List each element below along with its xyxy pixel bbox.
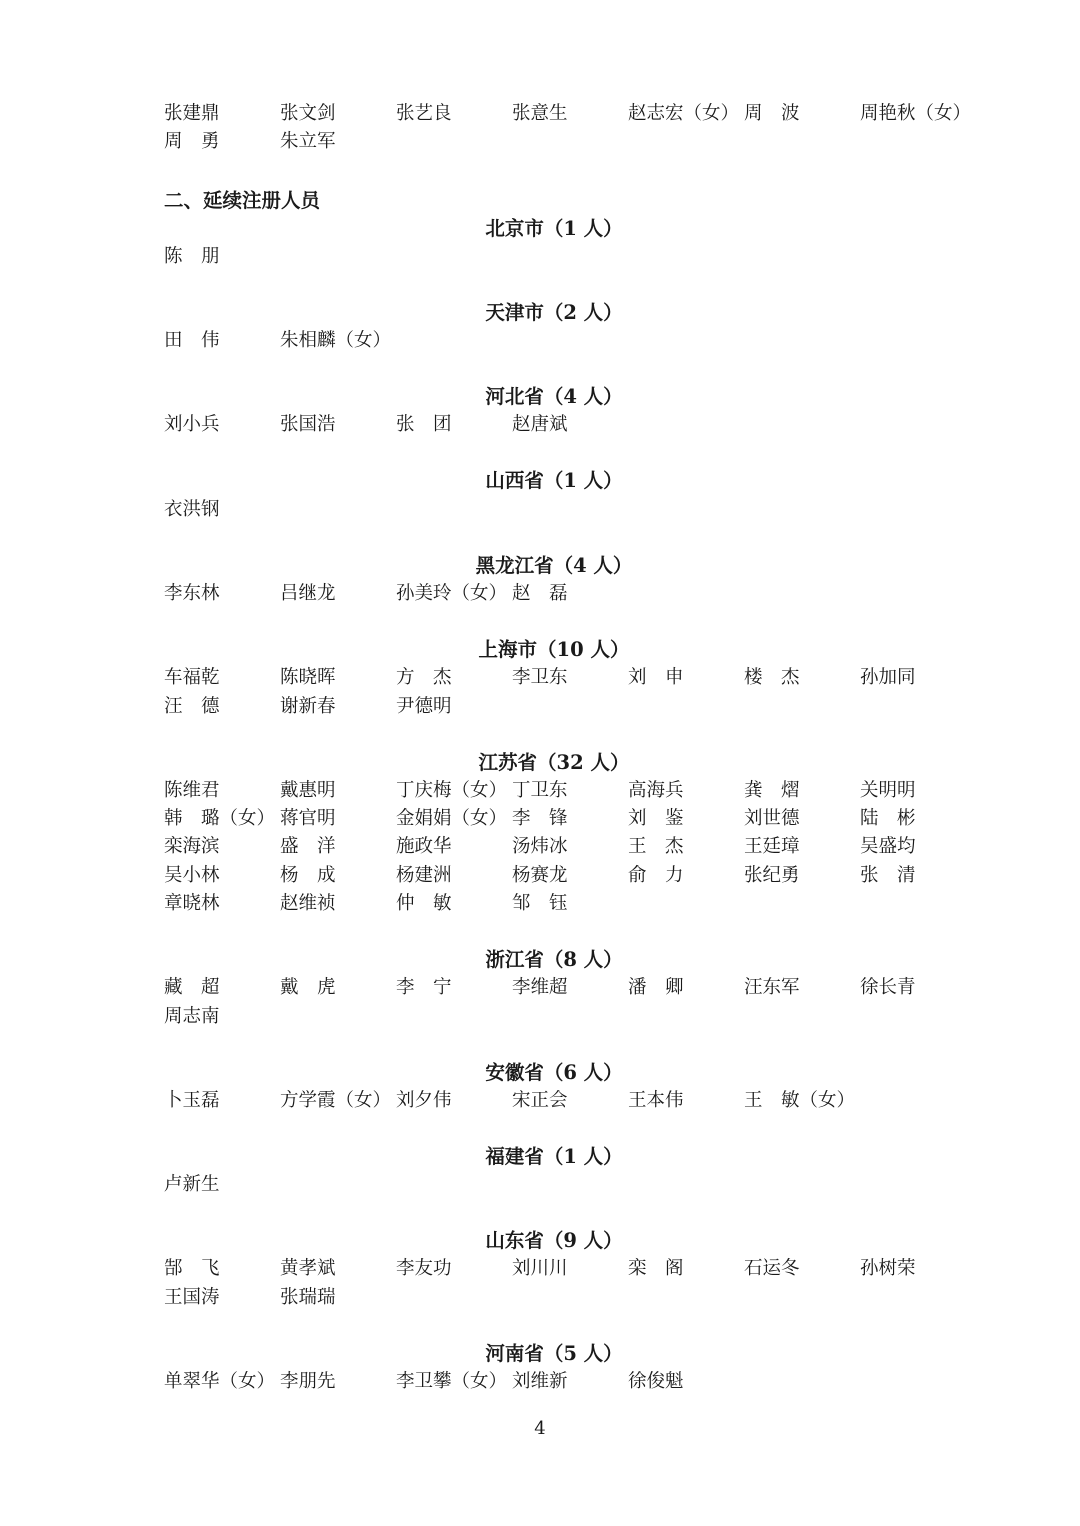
person-name: 陈维君 [164, 779, 220, 801]
name-row [164, 860, 974, 888]
person-name: 汪东军 [744, 977, 800, 999]
person-name: 郜 飞 [164, 1258, 220, 1280]
person-name: 王本伟 [628, 1089, 684, 1111]
person-name: 黄孝斌 [280, 1258, 336, 1280]
person-name: 陈晓晖 [280, 667, 336, 689]
name-row [164, 888, 974, 916]
person-name: 张艺良 [396, 103, 452, 125]
person-name: 王 敏（女） [744, 1089, 856, 1111]
person-name: 韩 璐（女） [164, 808, 276, 830]
person-name: 张 清 [860, 864, 916, 886]
person-name: 仲 敏 [396, 893, 452, 914]
person-name: 汤炜冰 [512, 836, 568, 858]
person-name: 周艳秋（女） [860, 103, 972, 125]
person-name: 方学霞（女） [280, 1089, 392, 1111]
name-row [164, 578, 974, 606]
person-name: 丁卫东 [512, 779, 568, 801]
person-name: 戴惠明 [280, 779, 336, 801]
province-title: 河北省（4 人） [485, 385, 623, 409]
name-row [164, 493, 974, 521]
name-row [164, 1366, 974, 1394]
person-name: 赵唐斌 [512, 414, 568, 436]
name-row [164, 409, 974, 437]
province-title: 山西省（1 人） [485, 469, 623, 493]
person-name: 吴盛均 [860, 836, 916, 858]
person-name: 张建鼎 [164, 103, 220, 125]
person-name: 张意生 [512, 103, 568, 125]
person-name: 周 勇 [164, 131, 220, 153]
person-name: 周 波 [744, 103, 800, 125]
person-name: 张纪勇 [744, 864, 800, 886]
name-row [164, 126, 974, 154]
person-name: 施政华 [396, 836, 452, 858]
person-name: 高海兵 [628, 779, 684, 801]
name-row [164, 803, 974, 831]
province-title: 江苏省（32 人） [478, 750, 630, 774]
person-name: 李维超 [512, 977, 568, 999]
person-name: 楼 杰 [744, 667, 800, 689]
person-name: 刘小兵 [164, 414, 220, 436]
person-name: 吕继龙 [280, 582, 336, 604]
person-name: 谢新春 [280, 695, 336, 717]
person-name: 张瑞瑞 [280, 1286, 336, 1308]
province-title: 上海市（10 人） [478, 638, 630, 662]
province-group [164, 213, 974, 269]
person-name: 尹德明 [396, 695, 452, 717]
person-name: 陆 彬 [860, 808, 916, 830]
person-name: 李卫攀（女） [396, 1371, 508, 1393]
person-name: 张文剑 [280, 103, 336, 125]
province-group [164, 1141, 974, 1197]
province-title: 福建省（1 人） [485, 1145, 623, 1169]
province-title: 安徽省（6 人） [485, 1060, 623, 1084]
person-name: 戴 虎 [280, 977, 336, 999]
section-heading: 二、延续注册人员 [164, 188, 321, 212]
person-name: 蒋官明 [280, 808, 336, 830]
person-name: 孙树荣 [860, 1258, 916, 1280]
continued-name-list [164, 98, 974, 155]
name-row [164, 325, 974, 353]
name-row [164, 972, 974, 1000]
page-content [164, 98, 974, 1394]
person-name: 单翠华（女） [164, 1371, 276, 1393]
name-row [164, 1000, 974, 1028]
province-title: 河南省（5 人） [485, 1341, 623, 1365]
province-title: 北京市（1 人） [485, 216, 623, 240]
person-name: 李 宁 [396, 977, 452, 999]
person-name: 杨建洲 [396, 864, 452, 886]
person-name: 吴小林 [164, 864, 220, 886]
province-group [164, 944, 974, 1029]
person-name: 刘夕伟 [396, 1089, 452, 1111]
person-name: 卜玉磊 [164, 1089, 220, 1111]
province-group [164, 634, 974, 719]
person-name: 潘 卿 [628, 977, 684, 999]
person-name: 孙加同 [860, 667, 916, 689]
person-name: 朱立军 [280, 131, 336, 153]
person-name: 李卫东 [512, 667, 568, 689]
province-title: 浙江省（8 人） [485, 948, 623, 972]
person-name: 李友功 [396, 1258, 452, 1280]
person-name: 赵维祯 [280, 893, 336, 914]
person-name: 龚 熠 [744, 779, 800, 801]
province-title: 黑龙江省（4 人） [475, 553, 633, 577]
province-title: 天津市（2 人） [485, 300, 623, 324]
person-name: 王廷璋 [744, 836, 800, 858]
province-group [164, 297, 974, 353]
person-name: 汪 德 [164, 695, 220, 717]
person-name: 刘世德 [744, 808, 800, 830]
person-name: 杨 成 [280, 864, 336, 886]
person-name: 王 杰 [628, 836, 684, 858]
person-name: 徐俊魁 [628, 1371, 684, 1393]
name-row [164, 1085, 974, 1113]
name-row [164, 1282, 974, 1310]
person-name: 栾海滨 [164, 836, 220, 858]
person-name: 朱相麟（女） [280, 330, 392, 352]
person-name: 赵 磊 [512, 582, 568, 604]
person-name: 李朋先 [280, 1371, 336, 1393]
province-group [164, 1338, 974, 1394]
name-row [164, 241, 974, 269]
person-name: 刘维新 [512, 1371, 568, 1393]
person-name: 李东林 [164, 582, 220, 604]
name-row [164, 1169, 974, 1197]
person-name: 卢新生 [164, 1174, 220, 1196]
person-name: 宋正会 [512, 1089, 568, 1111]
name-row [164, 775, 974, 803]
person-name: 栾 阁 [628, 1258, 684, 1280]
province-title: 山东省（9 人） [485, 1229, 623, 1253]
province-group [164, 1057, 974, 1113]
person-name: 刘 申 [628, 667, 684, 689]
person-name: 陈 朋 [164, 245, 220, 267]
person-name: 刘川川 [512, 1258, 568, 1280]
person-name: 盛 洋 [280, 836, 336, 858]
province-group [164, 465, 974, 521]
person-name: 张国浩 [280, 414, 336, 436]
name-row [164, 690, 974, 718]
name-row [164, 831, 974, 859]
person-name: 田 伟 [164, 330, 220, 352]
person-name: 车福乾 [164, 667, 220, 689]
person-name: 赵志宏（女） [628, 103, 740, 125]
person-name: 邹 钰 [512, 893, 568, 914]
person-name: 刘 鉴 [628, 808, 684, 830]
person-name: 方 杰 [396, 667, 452, 689]
person-name: 丁庆梅（女） [396, 779, 508, 801]
person-name: 藏 超 [164, 977, 220, 999]
person-name: 杨赛龙 [512, 864, 568, 886]
province-group [164, 381, 974, 437]
name-row [164, 662, 974, 690]
province-group [164, 550, 974, 606]
person-name: 周志南 [164, 1005, 220, 1027]
person-name: 金娟娟（女） [396, 808, 508, 830]
person-name: 王国涛 [164, 1286, 220, 1308]
page-number: 4 [534, 1418, 546, 1439]
province-groups [164, 213, 974, 1395]
province-group [164, 747, 974, 916]
province-group [164, 1225, 974, 1310]
person-name: 石运冬 [744, 1258, 800, 1280]
person-name: 衣洪钢 [164, 498, 220, 520]
person-name: 俞 力 [628, 864, 684, 886]
person-name: 关明明 [860, 779, 916, 801]
person-name: 章晓林 [164, 893, 220, 914]
person-name: 徐长青 [860, 977, 916, 999]
name-row [164, 1253, 974, 1281]
person-name: 张 团 [396, 414, 452, 436]
name-row [164, 98, 974, 126]
person-name: 李 锋 [512, 808, 568, 830]
person-name: 孙美玲（女） [396, 582, 508, 604]
